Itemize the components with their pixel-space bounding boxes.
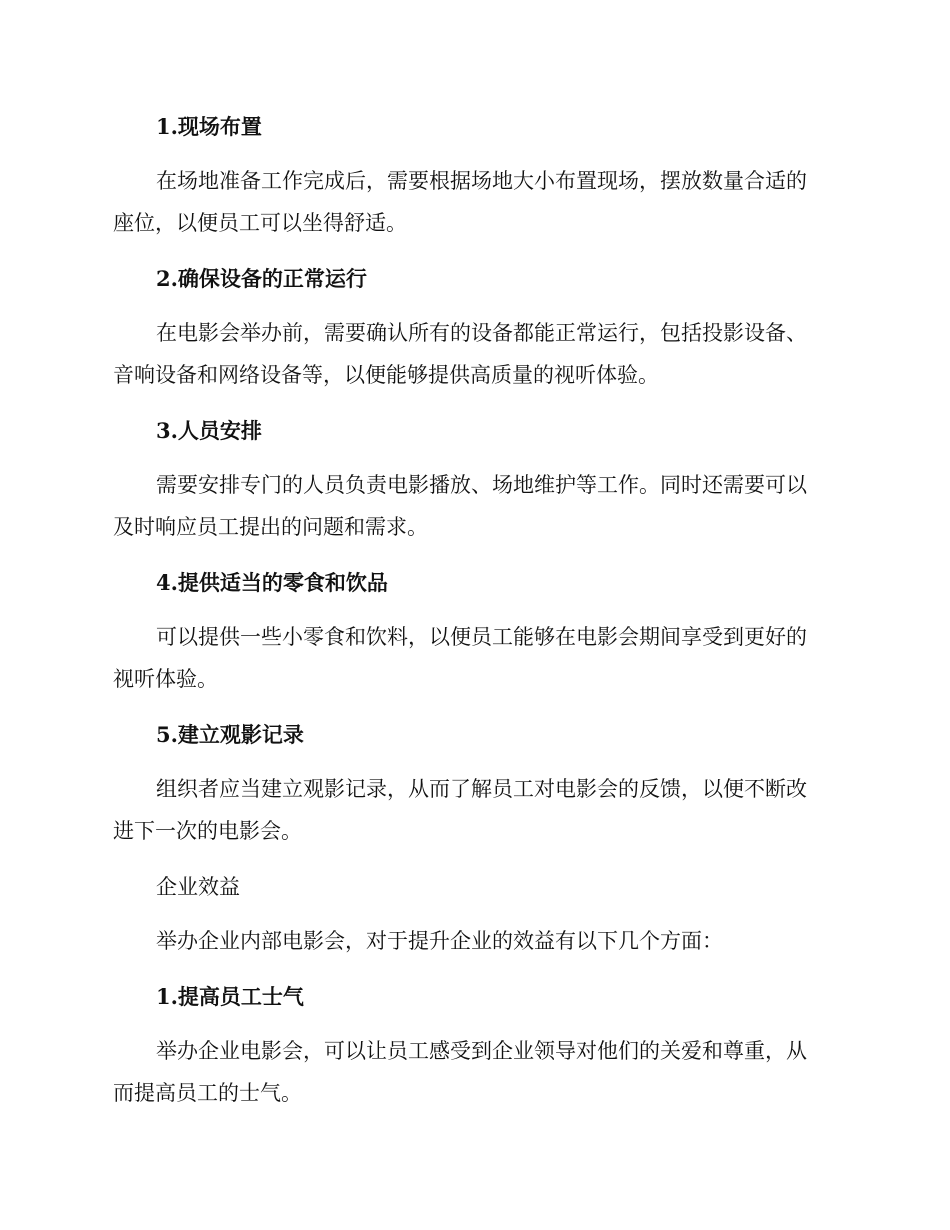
section-paragraph <box>113 160 833 244</box>
paragraph-line: 需要安排专门的人员负责电影播放、场地维护等工作。同时还需要可以 <box>156 473 807 497</box>
section-heading: 5.建立观影记录 <box>156 722 304 747</box>
paragraph-line: 组织者应当建立观影记录，从而了解员工对电影会的反馈，以便不断改 <box>156 777 807 801</box>
paragraph-line: 座位，以便员工可以坐得舒适。 <box>113 211 407 235</box>
section-heading: 1.提高员工士气 <box>156 984 304 1009</box>
section-paragraph <box>113 616 833 700</box>
paragraph-line: 在场地准备工作完成后，需要根据场地大小布置现场，摆放数量合适的 <box>156 169 807 193</box>
section-paragraph <box>113 768 833 852</box>
section-paragraph <box>113 312 833 396</box>
section-paragraph <box>113 920 833 962</box>
section-paragraph <box>113 1030 833 1114</box>
paragraph-line: 举办企业内部电影会，对于提升企业的效益有以下几个方面： <box>156 929 723 953</box>
paragraph-line: 举办企业电影会，可以让员工感受到企业领导对他们的关爱和尊重，从 <box>156 1039 807 1063</box>
section-heading: 3.人员安排 <box>156 418 262 443</box>
section-heading: 1.现场布置 <box>156 114 262 139</box>
paragraph-line: 视听体验。 <box>113 667 218 691</box>
paragraph-line: 可以提供一些小零食和饮料，以便员工能够在电影会期间享受到更好的 <box>156 625 807 649</box>
section-paragraph <box>113 464 833 548</box>
section-heading: 企业效益 <box>156 875 240 899</box>
section-heading: 4.提供适当的零食和饮品 <box>156 570 388 595</box>
paragraph-line: 音响设备和网络设备等，以便能够提供高质量的视听体验。 <box>113 363 659 387</box>
section-heading: 2.确保设备的正常运行 <box>156 266 367 291</box>
paragraph-line: 进下一次的电影会。 <box>113 819 302 843</box>
paragraph-line: 及时响应员工提出的问题和需求。 <box>113 515 428 539</box>
paragraph-line: 而提高员工的士气。 <box>113 1081 302 1105</box>
paragraph-line: 在电影会举办前，需要确认所有的设备都能正常运行，包括投影设备、 <box>156 321 807 345</box>
